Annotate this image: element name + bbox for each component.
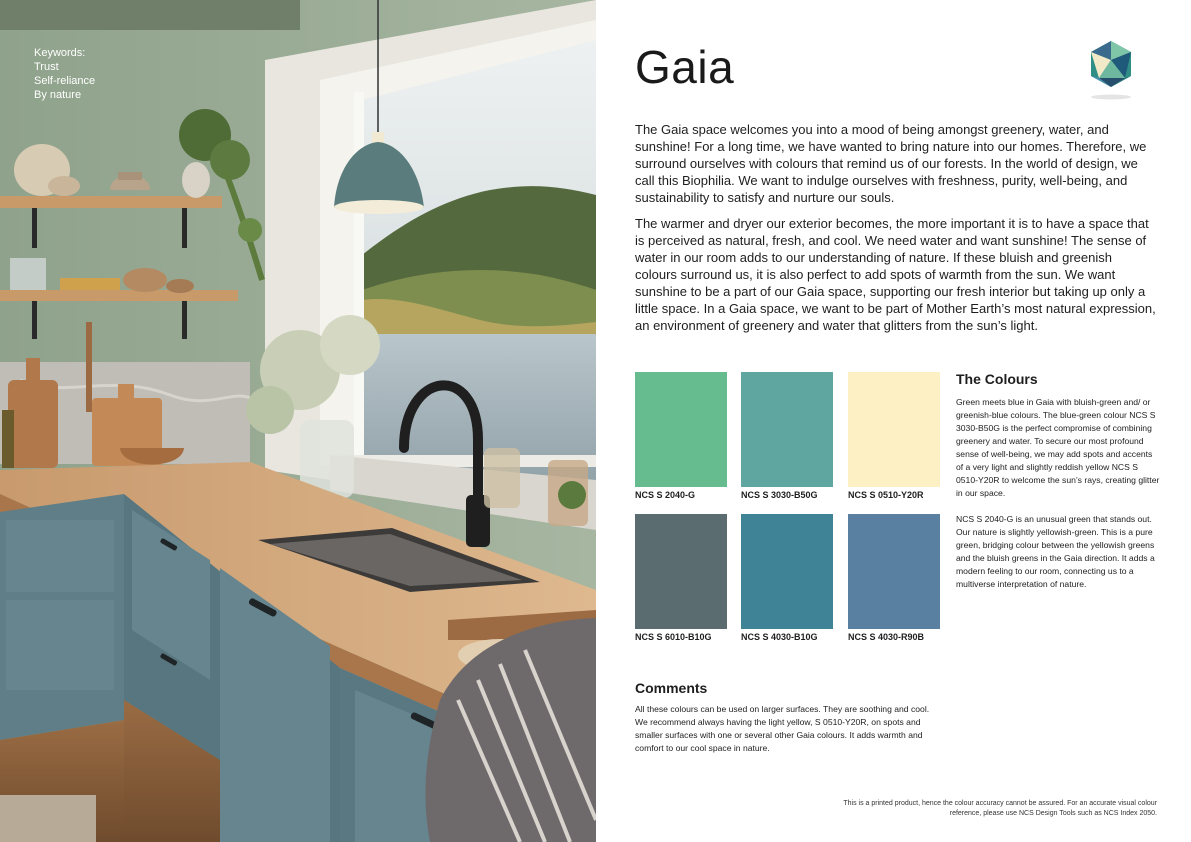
colour-swatch [741,372,833,487]
intro-paragraph: The Gaia space welcomes you into a mood of being amongst greenery, water, and sunshine! For a long time, we have wanted to bring nature into our homes. Therefore, we surround ourselves with colours that remind us of our forests. In the world of design, we call this Biophilia. We want to indulge ourselves with freshness, purity, well-being, and sustainability to satisfy and nurture our souls. [635,122,1147,205]
keywords-list [34,46,95,102]
colours-description [956,396,1160,604]
colours-heading: The Colours [956,371,1038,387]
swatch-label: NCS S 0510-Y20R [848,490,924,500]
colour-swatch [635,372,727,487]
keyword-item: Self-reliance [34,75,96,87]
swatch-label: NCS S 4030-R90B [848,632,925,642]
comments-heading: Comments [635,680,708,696]
keyword-item: By nature [34,89,82,101]
keyword-item: Trust [34,61,59,73]
intro-text [635,121,1157,343]
swatch-label: NCS S 2040-G [635,490,696,500]
swatch-label: NCS S 6010-B10G [635,632,712,642]
icosahedron-logo-icon [1085,38,1137,102]
colour-swatch [848,514,940,629]
colours-paragraph: Green meets blue in Gaia with bluish-green and/ or greenish-blue colours. The blue-green colour NCS S 3030-B50G is the perfect compromise of combining greenery and water. To secure our most profound sense of well-being, we may add spots and accents of a very light and slightly reddish yellow NCS S 0510-Y20R to welcome the sun’s rays, creating glitter in our space. [956,397,1160,498]
comments-text: All these colours can be used on larger surfaces. They are soothing and cool. We recommend always having the light yellow, S 0510-Y20R, on spots and smaller surfaces with one or several other Gaia colours. It adds warmth and comfort to our cool space in nature. [635,704,930,753]
colour-swatch [741,514,833,629]
colour-swatch [848,372,940,487]
page-title: Gaia [635,41,735,93]
colour-swatch [635,514,727,629]
intro-paragraph: The warmer and dryer our exterior becomes, the more important it is to have a space that is perceived as natural, fresh, and cool. We need water and want sunshine! The sense of water in our room adds to our understanding of nature. If these bluish and greenish colours surround us, it is also perfect to add spots of warmth from the sun. We want sunshine to be a part of our Gaia space, supporting our fresh interior but taking up only a little space. In a Gaia space, we want to be part of Mother Earth’s most natural expression, an environment of greenery and water that glitters from the sun’s light. [635,216,1156,333]
swatch-label: NCS S 4030-B10G [741,632,818,642]
keywords-heading: Keywords: [34,47,86,59]
colours-paragraph: NCS S 2040-G is an unusual green that stands out. Our nature is slightly yellowish-green. This is a pure green, bridging colour between the yellowish greens and the bluish greens in the Gaia direction. It adds a modern feeling to our room, connecting us to a multiverse interpretation of nature. [956,514,1155,589]
disclaimer-note: This is a printed product, hence the colour accuracy cannot be assured. For an accurate visual colour reference, please use NCS Design Tools such as NCS Index 2050. [843,800,1157,817]
swatch-label: NCS S 3030-B50G [741,490,818,500]
